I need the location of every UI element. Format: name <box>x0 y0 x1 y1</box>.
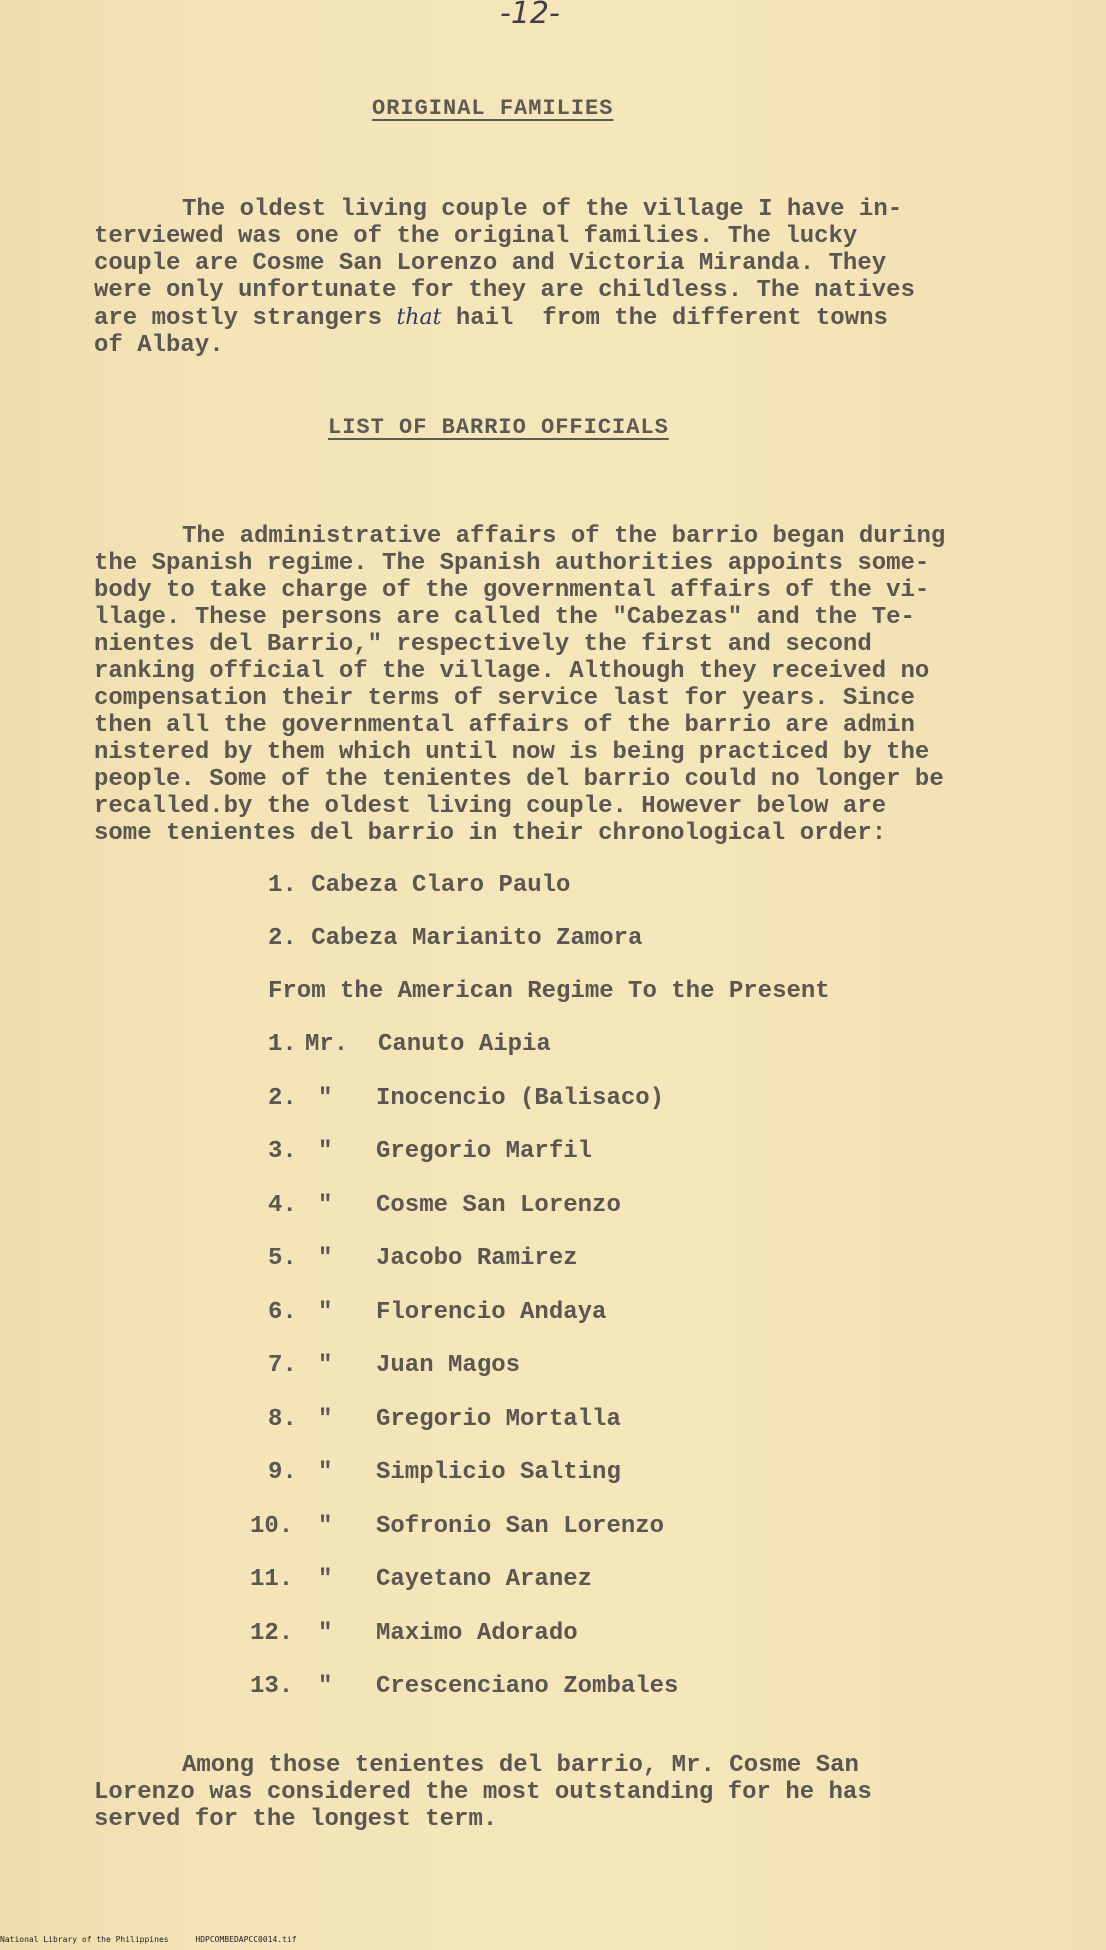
paragraph-line: of Albay. <box>94 332 224 359</box>
paragraph-line: were only unfortunate for they are childless. The natives <box>94 277 915 304</box>
closing-paragraph <box>94 1752 1034 1833</box>
paragraph-line: people. Some of the tenientes del barrio could no longer be <box>94 766 944 793</box>
barrio-officials-paragraph <box>94 523 1034 847</box>
official-name: Sofronio San Lorenzo <box>376 1512 665 1540</box>
item-number: 1. <box>268 1031 297 1058</box>
official-name: Cayetano Aranez <box>376 1566 593 1593</box>
item-number: 12. <box>250 1619 294 1647</box>
title-mark: " <box>318 1352 333 1379</box>
official-name: Gregorio Marfil <box>376 1138 593 1165</box>
title-mark: " <box>318 1191 333 1219</box>
title-mark: " <box>318 1619 333 1647</box>
paragraph-line: The administrative affairs of the barrio began during <box>182 523 946 550</box>
page-number: -12- <box>500 0 560 31</box>
official-name: Florencio Andaya <box>376 1298 607 1326</box>
official-name: Cosme San Lorenzo <box>376 1191 621 1219</box>
official-name: Crescenciano Zombales <box>376 1673 679 1700</box>
original-families-heading: ORIGINAL FAMILIES <box>372 96 614 121</box>
barrio-officials-heading: LIST OF BARRIO OFFICIALS <box>328 415 669 440</box>
paragraph-line: body to take charge of the governmental affairs of the vi- <box>94 577 930 604</box>
title-mark: " <box>318 1459 333 1486</box>
official-name: Simplicio Salting <box>376 1459 621 1486</box>
spanish-official-item: 1. Cabeza Claro Paulo <box>268 872 571 899</box>
official-name: Canuto Aipia <box>378 1031 551 1058</box>
official-name: Juan Magos <box>376 1352 521 1379</box>
paragraph-line: couple are Cosme San Lorenzo and Victoria Miranda. They <box>94 250 887 277</box>
paragraph-line: nientes del Barrio," respectively the first and second <box>94 631 872 658</box>
title-mark: " <box>318 1245 333 1272</box>
paragraph-line: The oldest living couple of the village I have in- <box>182 196 903 223</box>
paragraph-line: ranking official of the village. Although they received no <box>94 658 930 685</box>
paragraph-line: terviewed was one of the original families. The lucky <box>94 223 858 250</box>
item-number: 4. <box>268 1191 297 1219</box>
title-mark: " <box>318 1566 333 1593</box>
item-number: 10. <box>250 1512 294 1540</box>
scan-footer <box>0 1935 319 1944</box>
paragraph-line: some tenientes del barrio in their chronological order: <box>94 820 887 847</box>
item-number: 11. <box>250 1566 294 1593</box>
official-name: Maximo Adorado <box>376 1619 578 1647</box>
paragraph-line: recalled.by the oldest living couple. However below are <box>94 793 887 820</box>
original-families-paragraph <box>94 196 1034 359</box>
item-number: 2. <box>268 1084 297 1112</box>
item-number: 13. <box>250 1673 294 1700</box>
paragraph-line: compensation their terms of service last for years. Since <box>94 685 915 712</box>
item-number: 9. <box>268 1459 297 1486</box>
paragraph-line: the Spanish regime. The Spanish authorities appoints some- <box>94 550 930 577</box>
official-name: Gregorio Mortalla <box>376 1405 621 1433</box>
title-mark: " <box>318 1512 333 1540</box>
footer-library: National Library of the Philippines <box>0 1935 169 1944</box>
paragraph-line: Lorenzo was considered the most outstanding for he has <box>94 1779 872 1806</box>
item-number: 3. <box>268 1138 297 1165</box>
spanish-official-item: 2. Cabeza Marianito Zamora <box>268 925 643 952</box>
paragraph-line: served for the longest term. <box>94 1806 498 1833</box>
item-number: 5. <box>268 1245 297 1272</box>
line-before-insert: are mostly strangers <box>94 305 397 332</box>
title-mark: " <box>318 1405 333 1433</box>
paragraph-line: then all the governmental affairs of the barrio are admin <box>94 712 915 739</box>
line-after-insert: hail from the different towns <box>441 305 888 332</box>
paragraph-line <box>94 304 1034 332</box>
title-mark: Mr. <box>305 1031 349 1058</box>
title-mark: " <box>318 1084 333 1112</box>
official-name: Inocencio (Balisaco) <box>376 1084 665 1112</box>
official-name: Jacobo Ramirez <box>376 1245 578 1272</box>
paragraph-line: llage. These persons are called the "Cabezas" and the Te- <box>94 604 915 631</box>
paragraph-line: nistered by them which until now is being practiced by the <box>94 739 930 766</box>
item-number: 6. <box>268 1298 297 1326</box>
title-mark: " <box>318 1298 333 1326</box>
american-regime-heading: From the American Regime To the Present <box>268 978 830 1005</box>
title-mark: " <box>318 1673 333 1700</box>
item-number: 7. <box>268 1352 297 1379</box>
footer-file: HDPCOMBEDAPCC0014.tif <box>195 1935 297 1944</box>
item-number: 8. <box>268 1405 297 1433</box>
paragraph-line: Among those tenientes del barrio, Mr. Cosme San <box>182 1752 859 1779</box>
handwritten-insert: that <box>396 305 442 330</box>
title-mark: " <box>318 1138 333 1165</box>
